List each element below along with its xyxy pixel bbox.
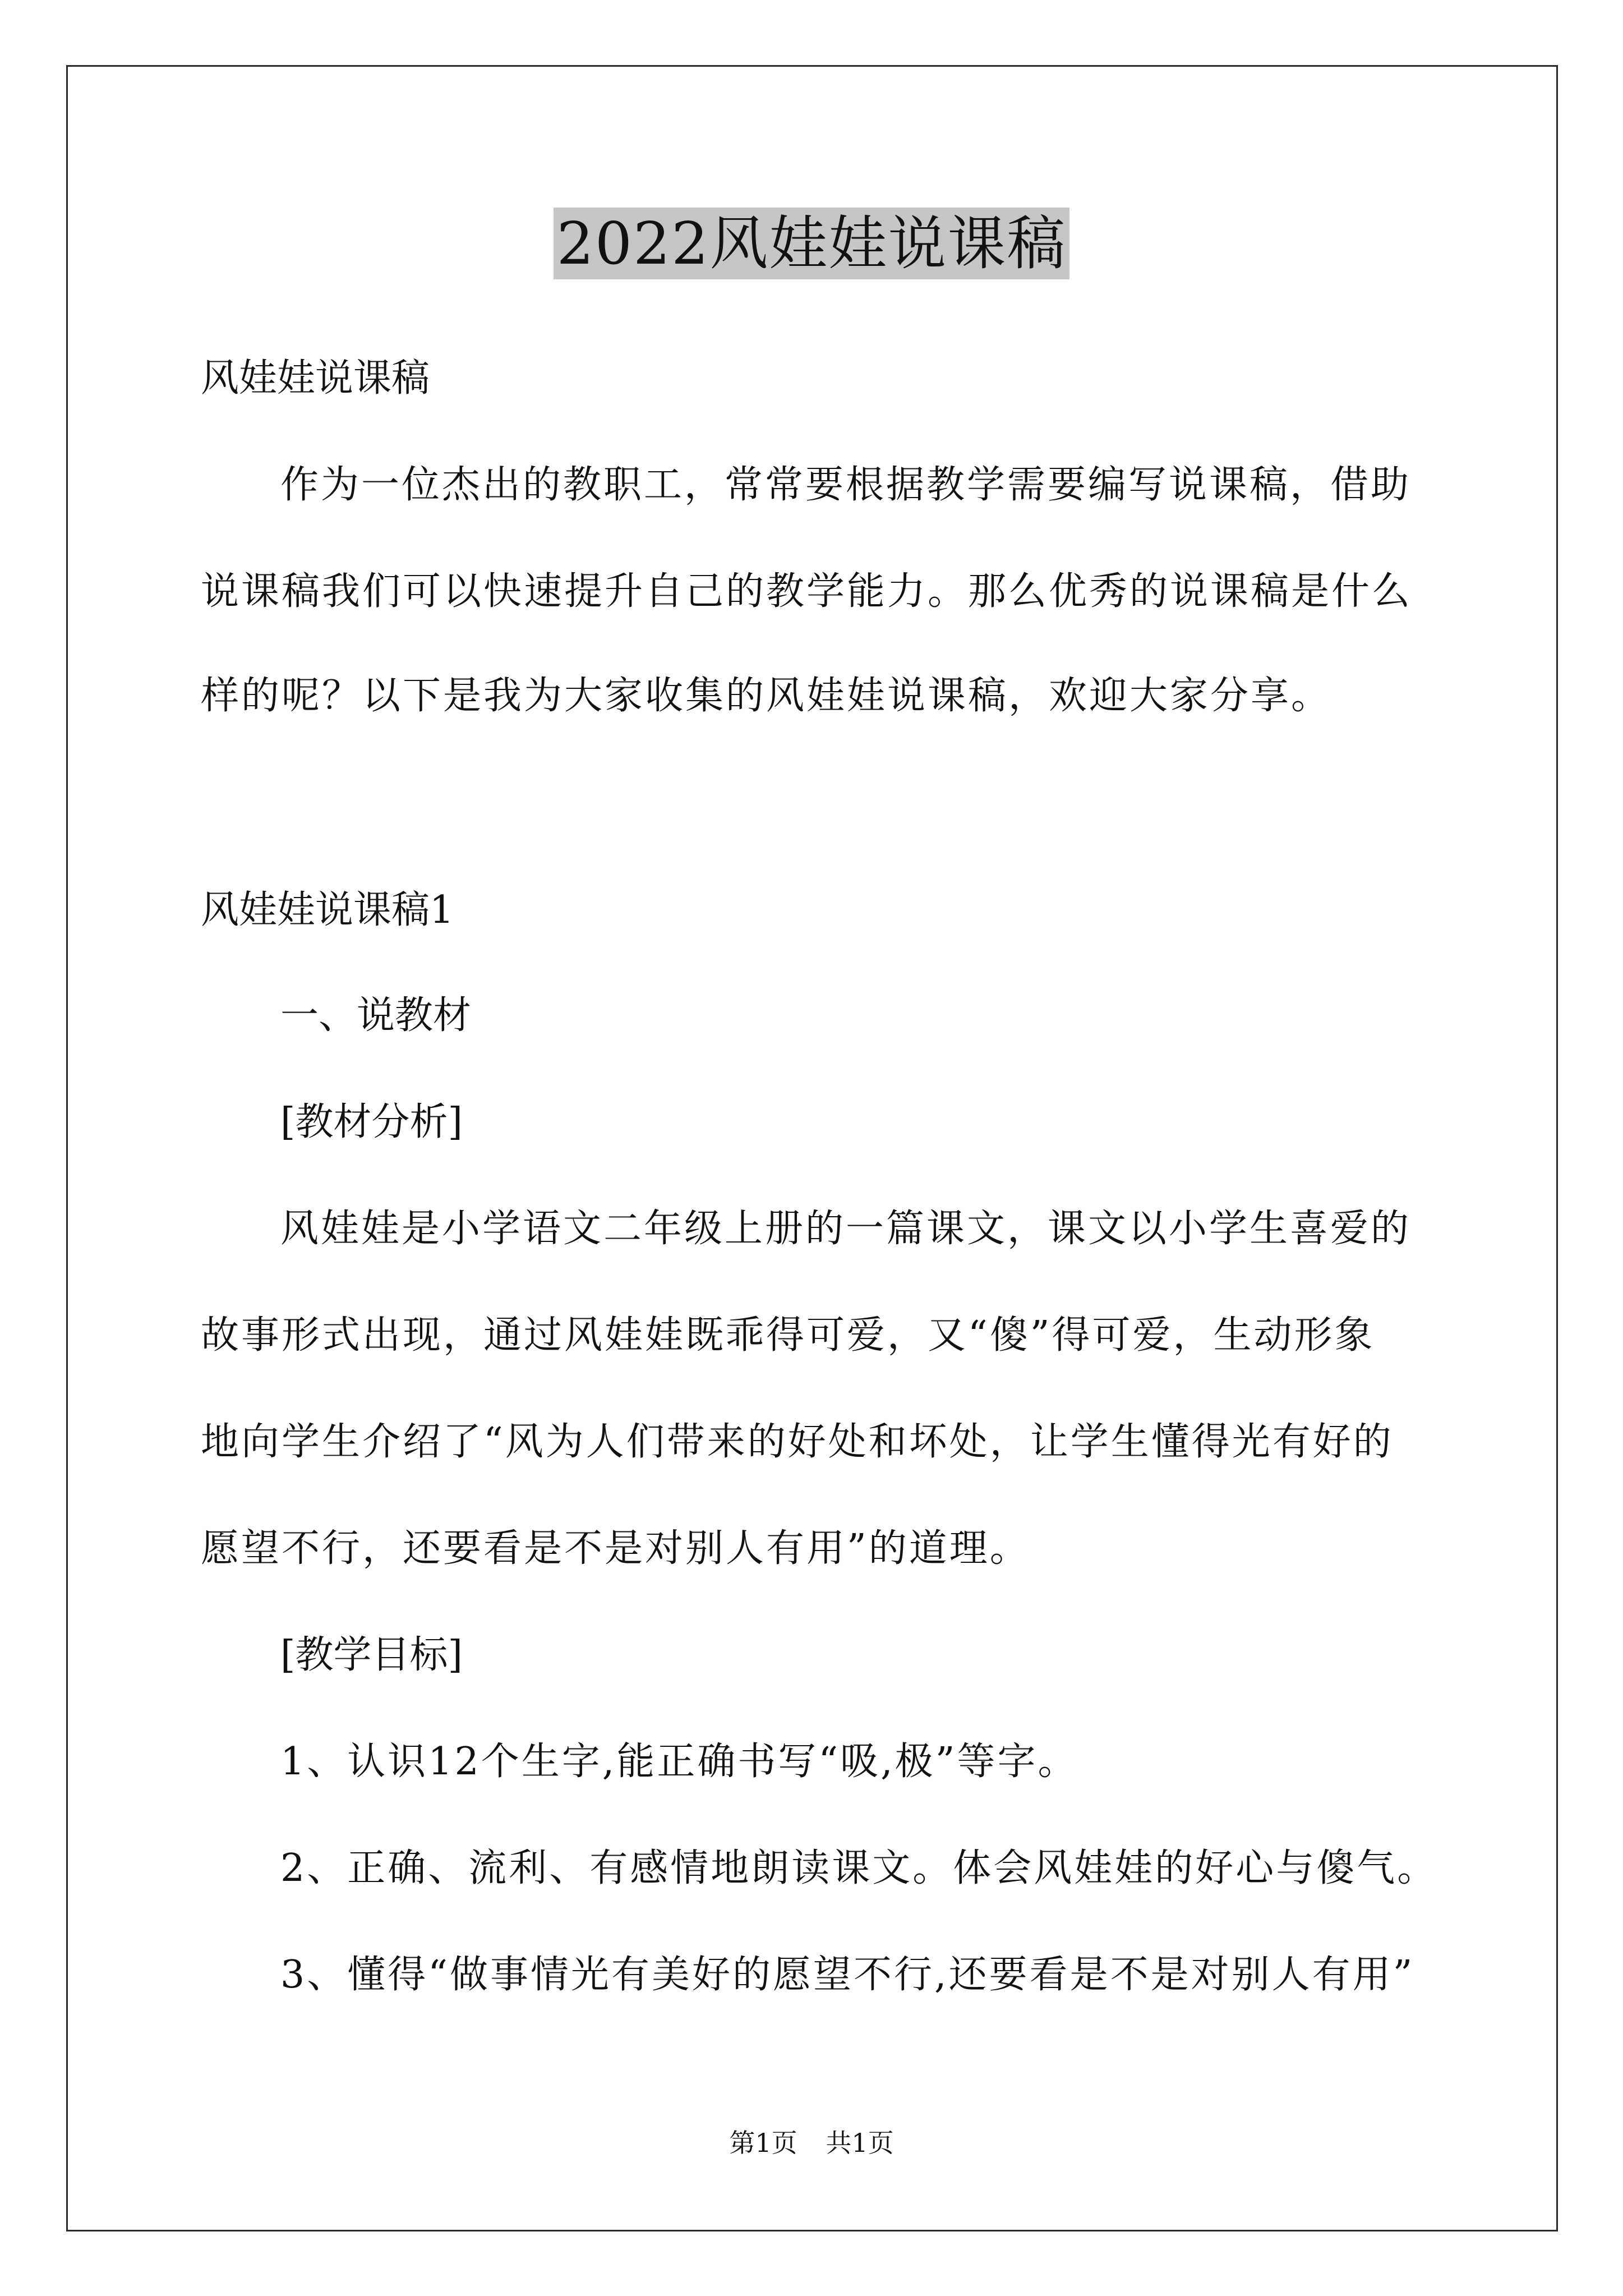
analysis-line-3: 地向学生介绍了“风为人们带来的好处和坏处，让学生懂得光有好的 [201, 1420, 1394, 1464]
analysis-line-1: 风娃娃是小学语文二年级上册的一篇课文，课文以小学生喜爱的 [280, 1207, 1412, 1251]
goal-item-3: 3、懂得“做事情光有美好的愿望不行,还要看是不是对别人有用” [280, 1953, 1415, 1997]
page-number: 第1页 [729, 2128, 797, 2158]
intro-line-2: 说课稿我们可以快速提升自己的教学能力。那么优秀的说课稿是什么 [201, 569, 1413, 614]
section-title: 风娃娃说课稿1 [201, 888, 454, 932]
document-subtitle: 风娃娃说课稿 [201, 356, 430, 401]
document-title: 2022风娃娃说课稿 [554, 208, 1070, 279]
part-one-heading: 一、说教材 [280, 993, 472, 1038]
analysis-line-2: 故事形式出现，通过风娃娃既乖得可爱，又“傻”得可爱，生动形象 [201, 1313, 1375, 1358]
title-container [0, 208, 1623, 279]
goal-item-1: 1、认识12个生字,能正确书写“吸,极”等字。 [280, 1740, 1078, 1784]
goals-heading: [教学目标] [280, 1633, 463, 1677]
goal-item-2: 2、正确、流利、有感情地朗读课文。体会风娃娃的好心与傻气。 [280, 1846, 1438, 1890]
intro-line-3: 样的呢？以下是我为大家收集的风娃娃说课稿，欢迎大家分享。 [201, 674, 1332, 718]
intro-line-1: 作为一位杰出的教职工，常常要根据教学需要编写说课稿，借助 [280, 463, 1412, 507]
analysis-heading: [教材分析] [280, 1100, 463, 1144]
analysis-line-4: 愿望不行，还要看是不是对别人有用”的道理。 [201, 1526, 1030, 1571]
page-total: 共1页 [826, 2128, 894, 2158]
page-footer [0, 2126, 1623, 2160]
